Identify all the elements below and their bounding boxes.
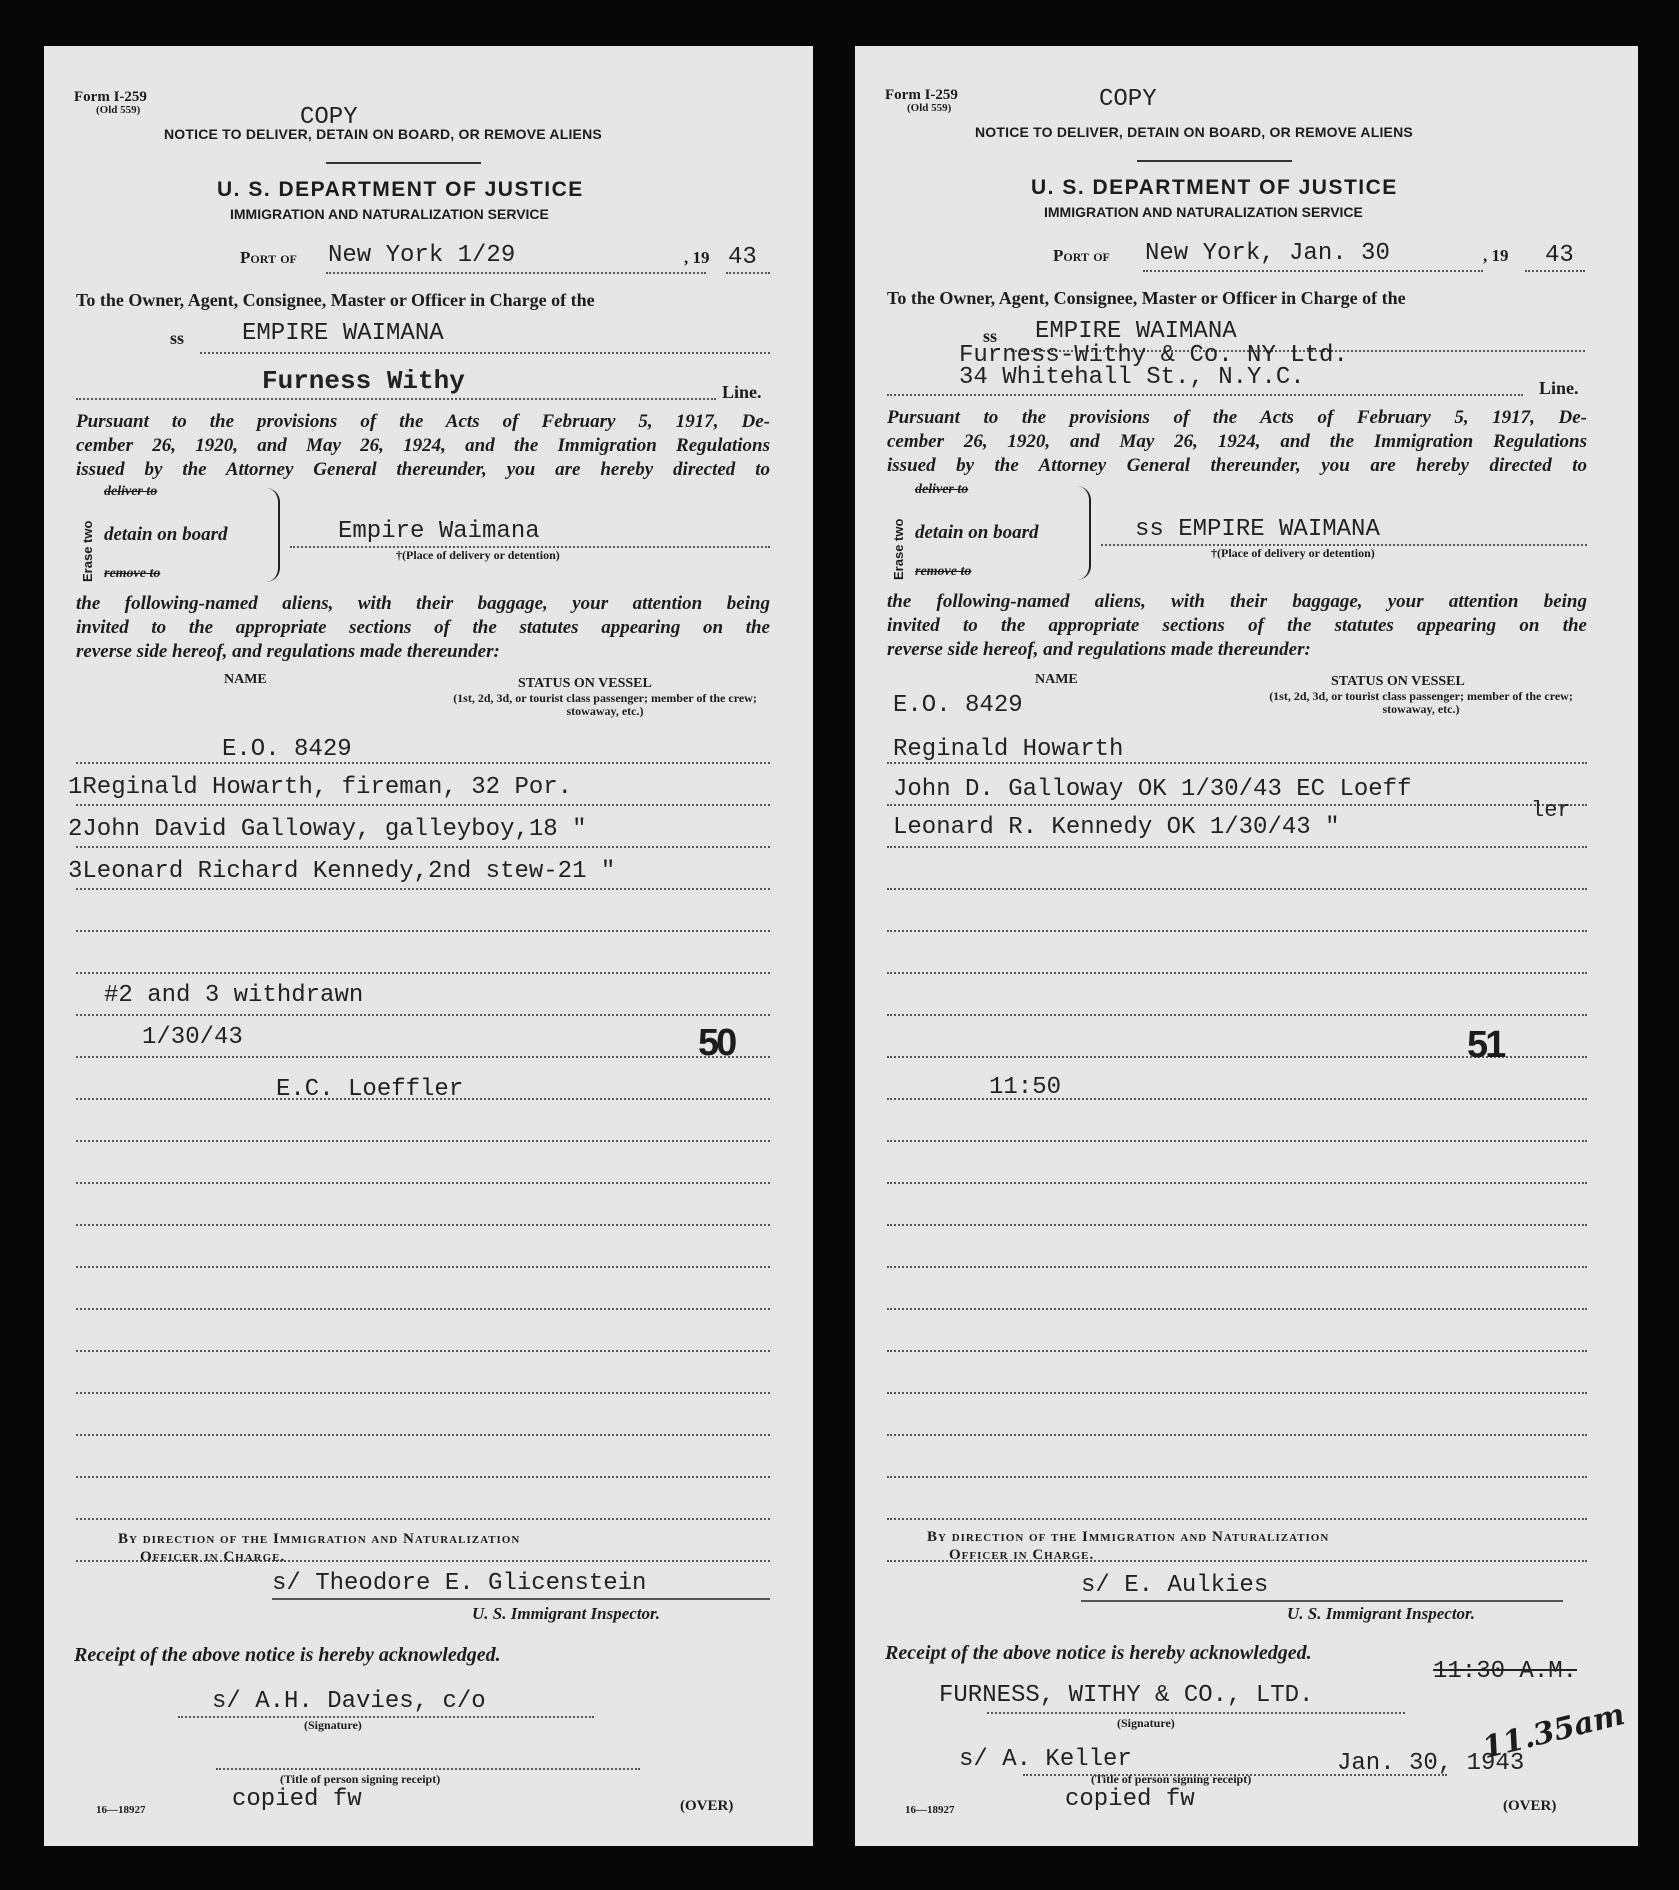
port-label: Port of — [240, 248, 297, 267]
entry-rule — [887, 1518, 1587, 1520]
entry-rule — [76, 1518, 770, 1520]
withdrawn-by: E.C. Loeffler — [276, 1076, 464, 1103]
place-caption: †(Place of delivery or detention) — [1211, 546, 1375, 560]
provisions-paragraph — [887, 406, 1587, 478]
entry-rule — [887, 1224, 1587, 1226]
divider — [1137, 160, 1292, 162]
aliens-paragraph — [76, 592, 770, 664]
provisions-line-3: issued by the Attorney General thereunder, you are hereby directed to — [887, 455, 1587, 476]
option-detain: detain on board — [104, 524, 228, 545]
entry-rule — [887, 1182, 1587, 1184]
alien-entry: Leonard R. Kennedy OK 1/30/43 " — [893, 814, 1340, 841]
line-label: Line. — [722, 382, 762, 402]
line-value-2: 34 Whitehall St., N.Y.C. — [959, 364, 1305, 391]
aliens-line-3: reverse side hereof, and regulations made thereunder: — [76, 641, 500, 662]
entry-rule — [887, 1266, 1587, 1268]
copied-note: copied fw — [1065, 1786, 1195, 1813]
withdrawn-date: 1/30/43 — [142, 1024, 243, 1051]
copy-stamp: COPY — [1099, 86, 1157, 113]
line-value-1: Furness-Withy & Co. NY Ltd. — [959, 342, 1348, 369]
by-direction-line-1: By direction of the Immigration and Naturalization — [927, 1529, 1330, 1545]
alien-entry-overflow: ler — [1531, 798, 1571, 823]
inspector-signature: s/ Theodore E. Glicenstein — [272, 1570, 647, 1597]
aliens-line-1: the following-named aliens, with their baggage, your attention being — [887, 591, 1587, 612]
service-title: IMMIGRATION AND NATURALIZATION SERVICE — [230, 206, 549, 222]
column-status-note: (1st, 2d, 3d, or tourist class passenger; member of the crew; stowaway, etc.) — [1269, 689, 1573, 716]
inspector-rule — [272, 1598, 770, 1600]
by-direction-line-2: Officer in Charge. — [949, 1547, 1095, 1563]
entry-rule — [76, 1056, 770, 1058]
ss-label: ss — [983, 326, 998, 346]
signature-rule — [987, 1712, 1405, 1714]
notice-title: NOTICE TO DELIVER, DETAIN ON BOARD, OR REMOVE ALIENS — [975, 124, 1413, 140]
year-prefix: , 19 — [1483, 246, 1509, 265]
provisions-line-2: cember 26, 1920, and May 26, 1924, and the Immigration Regulations — [887, 431, 1587, 452]
eo-number: E.O. 8429 — [893, 692, 1023, 719]
entry-rule — [76, 1014, 770, 1016]
title-caption: (Title of person signing receipt) — [280, 1772, 441, 1786]
option-deliver: deliver to — [104, 484, 158, 499]
signature-caption: (Signature) — [304, 1718, 362, 1732]
receipt-title-name: s/ A. Keller — [959, 1746, 1132, 1773]
year-value: 43 — [728, 244, 757, 271]
line-rule — [76, 398, 716, 400]
entry-rule — [887, 888, 1587, 890]
alien-entry: E.O. 8429 — [222, 736, 352, 763]
entry-rule — [887, 804, 1587, 806]
year-value: 43 — [1545, 242, 1574, 269]
entry-rule — [887, 846, 1587, 848]
line-label: Line. — [1539, 378, 1579, 398]
alien-entry: 3Leonard Richard Kennedy,2nd stew-21 " — [68, 858, 616, 885]
alien-entry: 1Reginald Howarth, fireman, 32 Por. — [68, 774, 573, 801]
provisions-line-3: issued by the Attorney General thereunder, you are hereby directed to — [76, 459, 770, 480]
inspector-title: U. S. Immigrant Inspector. — [472, 1604, 660, 1623]
place-caption: †(Place of delivery or detention) — [396, 548, 560, 562]
alien-entry: 2John David Galloway, galleyboy,18 " — [68, 816, 587, 843]
service-title: IMMIGRATION AND NATURALIZATION SERVICE — [1044, 204, 1363, 220]
title-caption: (Title of person signing receipt) — [1091, 1772, 1252, 1786]
print-number: 16—18927 — [905, 1804, 955, 1816]
year-prefix: , 19 — [684, 248, 710, 267]
entry-rule — [76, 1392, 770, 1394]
entry-rule — [76, 1140, 770, 1142]
aliens-paragraph — [887, 590, 1587, 662]
aliens-line-1: the following-named aliens, with their baggage, your attention being — [76, 593, 770, 614]
erase-two-note: Erase two — [80, 520, 95, 582]
entry-rule — [887, 972, 1587, 974]
brace — [264, 488, 280, 582]
time-entry: 11:50 — [989, 1074, 1062, 1101]
port-rule — [326, 272, 706, 274]
erase-two-note: Erase two — [891, 518, 906, 580]
entry-rule — [76, 1182, 770, 1184]
entry-rule — [76, 888, 770, 890]
entry-rule — [887, 1350, 1587, 1352]
port-value: New York 1/29 — [328, 242, 516, 269]
year-rule — [726, 272, 770, 274]
entry-rule — [76, 1224, 770, 1226]
form-number: Form I-259 — [74, 89, 147, 105]
copied-note: copied fw — [232, 1786, 362, 1813]
owner-line: To the Owner, Agent, Consignee, Master or Officer in Charge of the — [887, 288, 1406, 308]
column-name-header: NAME — [1035, 672, 1078, 687]
entry-rule — [76, 1434, 770, 1436]
notice-title: NOTICE TO DELIVER, DETAIN ON BOARD, OR REMOVE ALIENS — [164, 126, 602, 142]
copy-stamp: COPY — [300, 104, 358, 131]
receipt-signature: s/ A.H. Davies, c/o — [212, 1688, 486, 1715]
inspector-title: U. S. Immigrant Inspector. — [1287, 1604, 1475, 1623]
entry-rule — [76, 1308, 770, 1310]
column-status-header: STATUS ON VESSEL — [518, 676, 652, 691]
department-title: U. S. DEPARTMENT OF JUSTICE — [217, 178, 584, 201]
entry-rule — [887, 1140, 1587, 1142]
option-remove: remove to — [104, 566, 161, 581]
divider — [326, 162, 481, 164]
column-status-note: (1st, 2d, 3d, or tourist class passenger; member of the crew; stowaway, etc.) — [453, 691, 757, 718]
entry-rule — [887, 1392, 1587, 1394]
option-deliver: deliver to — [915, 482, 969, 497]
inspector-signature: s/ E. Aulkies — [1081, 1572, 1269, 1599]
port-value: New York, Jan. 30 — [1145, 240, 1390, 267]
aliens-line-2: invited to the appropriate sections of the statutes appearing on the — [887, 615, 1587, 636]
receipt-text: Receipt of the above notice is hereby acknowledged. — [74, 1644, 501, 1666]
notice-form-left — [44, 46, 813, 1846]
entry-rule — [887, 1308, 1587, 1310]
struck-time: 11:30 A.M. — [1433, 1658, 1578, 1685]
option-detain: detain on board — [915, 522, 1039, 543]
title-rule — [216, 1768, 640, 1770]
ss-rule — [200, 352, 770, 354]
entry-rule — [76, 1476, 770, 1478]
handwritten-time: 11.35am — [1478, 1696, 1629, 1767]
port-rule — [1143, 270, 1483, 272]
entry-rule — [887, 1434, 1587, 1436]
entry-rule — [887, 930, 1587, 932]
provisions-paragraph — [76, 410, 770, 482]
over-label: (OVER) — [1503, 1798, 1557, 1814]
entry-rule — [76, 930, 770, 932]
brace — [1075, 486, 1091, 580]
by-direction-line-1: By direction of the Immigration and Naturalization — [118, 1531, 521, 1547]
signature-caption: (Signature) — [1117, 1716, 1175, 1730]
provisions-line-1: Pursuant to the provisions of the Acts of February 5, 1917, De- — [887, 407, 1587, 428]
receipt-signature: FURNESS, WITHY & CO., LTD. — [939, 1682, 1314, 1709]
aliens-line-2: invited to the appropriate sections of the statutes appearing on the — [76, 617, 770, 638]
year-rule — [1525, 270, 1585, 272]
alien-entry: Reginald Howarth — [893, 736, 1124, 763]
by-direction-line-2: Officer in Charge. — [140, 1549, 286, 1565]
over-label: (OVER) — [680, 1798, 734, 1814]
receipt-text: Receipt of the above notice is hereby acknowledged. — [885, 1642, 1312, 1664]
old-form-number: (Old 559) — [96, 104, 141, 116]
stamp-number: 50 — [698, 1022, 735, 1064]
entry-rule — [76, 762, 770, 764]
ss-value: EMPIRE WAIMANA — [1035, 318, 1237, 345]
stamp-number: 51 — [1467, 1024, 1504, 1066]
entry-rule — [887, 1476, 1587, 1478]
entry-rule — [76, 972, 770, 974]
old-form-number: (Old 559) — [907, 102, 952, 114]
entry-rule — [887, 1014, 1587, 1016]
provisions-line-2: cember 26, 1920, and May 26, 1924, and the Immigration Regulations — [76, 435, 770, 456]
inspector-rule — [1081, 1600, 1563, 1602]
port-label: Port of — [1053, 246, 1110, 265]
ss-value: EMPIRE WAIMANA — [242, 320, 444, 347]
owner-line: To the Owner, Agent, Consignee, Master or Officer in Charge of the — [76, 290, 595, 310]
form-number: Form I-259 — [885, 87, 958, 103]
receipt-date: Jan. 30, 1943 — [1337, 1750, 1525, 1777]
column-status-header: STATUS ON VESSEL — [1331, 674, 1465, 689]
entry-rule — [76, 846, 770, 848]
notice-form-right — [855, 46, 1638, 1846]
department-title: U. S. DEPARTMENT OF JUSTICE — [1031, 176, 1398, 199]
alien-entry: John D. Galloway OK 1/30/43 EC Loeff — [893, 776, 1412, 803]
ss-label: ss — [170, 328, 185, 348]
entry-rule — [76, 1350, 770, 1352]
entry-rule — [76, 804, 770, 806]
place-value: Empire Waimana — [338, 518, 540, 545]
line-value: Furness Withy — [262, 366, 465, 396]
print-number: 16—18927 — [96, 1804, 146, 1816]
entry-rule — [76, 1266, 770, 1268]
line-rule — [887, 394, 1523, 396]
place-value: ss EMPIRE WAIMANA — [1135, 516, 1380, 543]
aliens-line-3: reverse side hereof, and regulations made thereunder: — [887, 639, 1311, 660]
provisions-line-1: Pursuant to the provisions of the Acts of February 5, 1917, De- — [76, 411, 770, 432]
column-name-header: NAME — [224, 672, 267, 687]
withdrawn-note: #2 and 3 withdrawn — [104, 982, 364, 1009]
option-remove: remove to — [915, 564, 972, 579]
signature-rule — [178, 1716, 594, 1718]
